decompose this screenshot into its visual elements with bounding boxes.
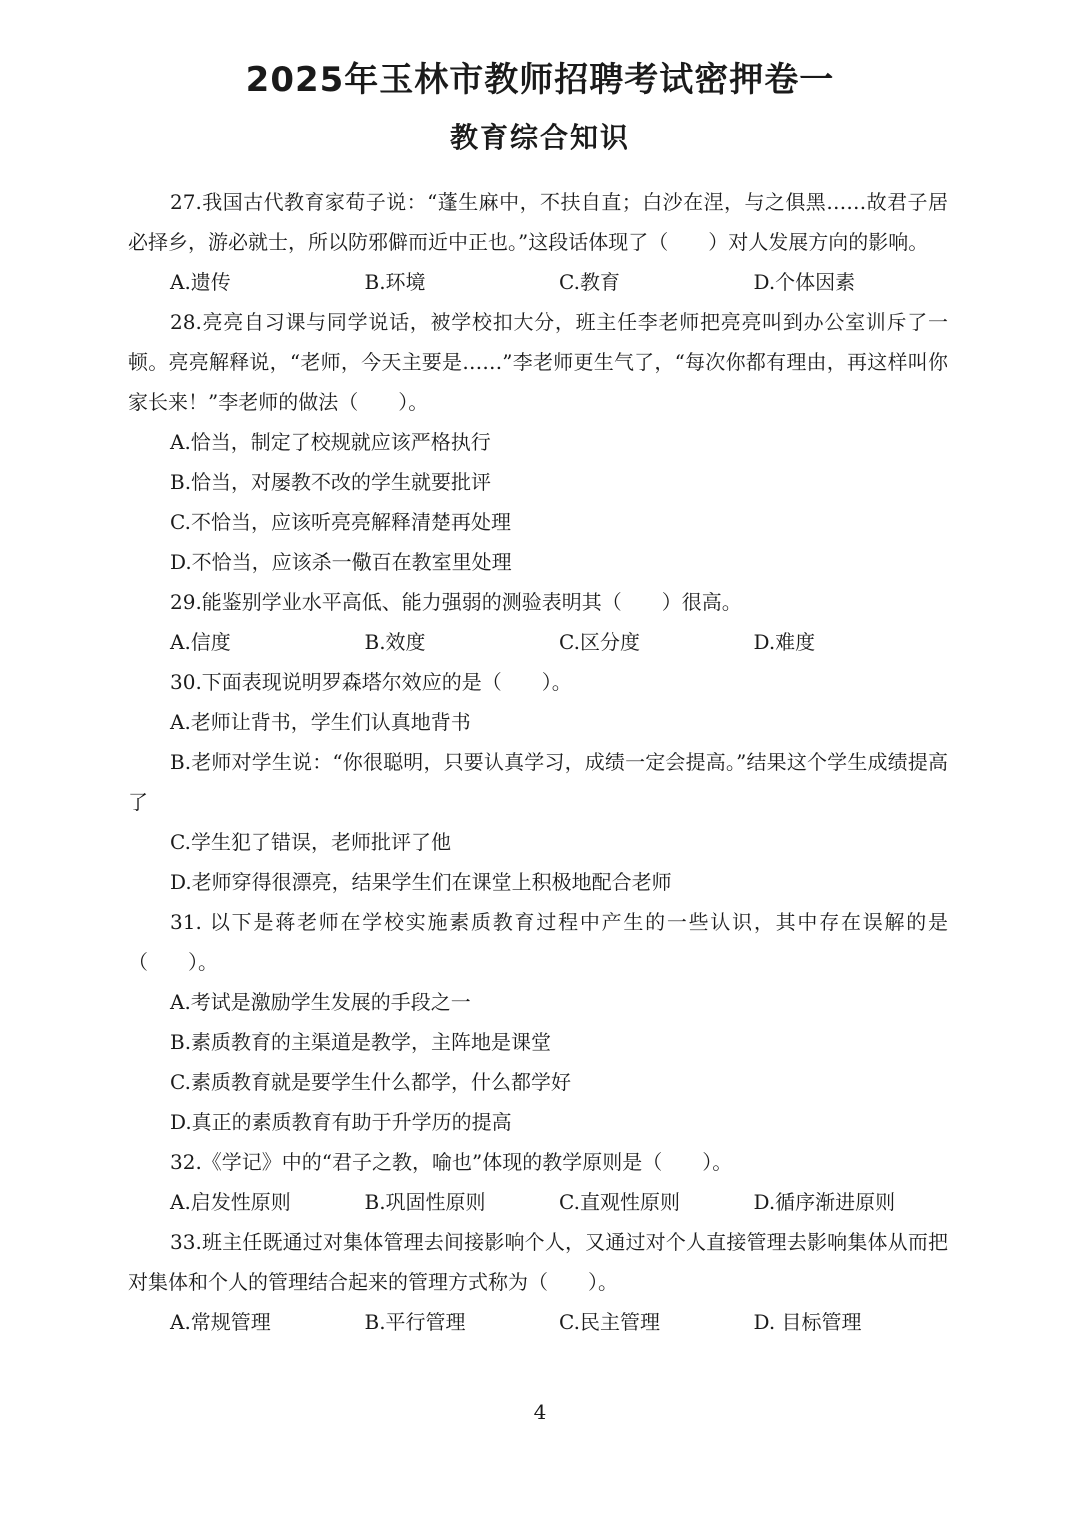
option-a: A.遗传 bbox=[170, 270, 231, 294]
option-b: B.恰当，对屡教不改的学生就要批评 bbox=[170, 470, 492, 494]
option-row bbox=[128, 1182, 948, 1222]
question-stem: 27.我国古代教育家荀子说：“蓬生麻中，不扶自直；白沙在涅，与之俱黑……故君子居必择乡，游必就士，所以防邪僻而近中正也。”这段话体现了（ ）对人发展方向的影响。 bbox=[128, 190, 948, 254]
page-number: 4 bbox=[533, 1400, 547, 1424]
option-d: D.循序渐进原则 bbox=[753, 1190, 896, 1214]
option-a: A.常规管理 bbox=[170, 1310, 271, 1334]
option-b: B.巩固性原则 bbox=[364, 1190, 486, 1214]
option-d: D.不恰当，应该杀一儆百在教室里处理 bbox=[170, 550, 512, 574]
question-stem: 28.亮亮自习课与同学说话，被学校扣大分，班主任李老师把亮亮叫到办公室训斥了一顿。亮亮解释说，“老师，今天主要是……”李老师更生气了，“每次你都有理由，再这样叫你家长来！”李老师的做法（ ）。 bbox=[128, 310, 948, 414]
question-list bbox=[128, 182, 948, 1342]
option-a: A.老师让背书，学生们认真地背书 bbox=[170, 710, 471, 734]
option-d: D.个体因素 bbox=[753, 270, 856, 294]
question-29 bbox=[128, 582, 948, 662]
option-d: D. 目标管理 bbox=[753, 1310, 862, 1334]
option-b: B.效度 bbox=[364, 630, 426, 654]
question-28 bbox=[128, 302, 948, 582]
option-a: A.考试是激励学生发展的手段之一 bbox=[170, 990, 471, 1014]
question-stem: 29.能鉴别学业水平高低、能力强弱的测验表明其（ ）很高。 bbox=[170, 590, 742, 614]
option-c: C.素质教育就是要学生什么都学，什么都学好 bbox=[170, 1070, 571, 1094]
option-a: A.恰当，制定了校规就应该严格执行 bbox=[170, 430, 491, 454]
question-30 bbox=[128, 662, 948, 902]
question-33 bbox=[128, 1222, 948, 1342]
option-c: C.教育 bbox=[559, 270, 620, 294]
option-d: D.真正的素质教育有助于升学历的提高 bbox=[170, 1110, 512, 1134]
option-c: C.民主管理 bbox=[559, 1310, 660, 1334]
option-b: B.平行管理 bbox=[364, 1310, 466, 1334]
question-31 bbox=[128, 902, 948, 1142]
option-c: C.不恰当，应该听亮亮解释清楚再处理 bbox=[170, 510, 511, 534]
option-list bbox=[128, 422, 948, 582]
option-row bbox=[128, 262, 948, 302]
page-title: 2025年玉林市教师招聘考试密押卷一 bbox=[245, 60, 835, 100]
option-a: A.启发性原则 bbox=[170, 1190, 291, 1214]
option-c: C.区分度 bbox=[559, 630, 640, 654]
option-b: B.环境 bbox=[364, 270, 426, 294]
option-b: B.老师对学生说：“你很聪明，只要认真学习，成绩一定会提高。”结果这个学生成绩提高了 bbox=[128, 750, 948, 814]
option-d: D.老师穿得很漂亮，结果学生们在课堂上积极地配合老师 bbox=[170, 870, 672, 894]
option-row bbox=[128, 1302, 948, 1342]
option-list bbox=[128, 982, 948, 1142]
question-stem: 30.下面表现说明罗森塔尔效应的是（ ）。 bbox=[170, 670, 572, 694]
option-b: B.素质教育的主渠道是教学，主阵地是课堂 bbox=[170, 1030, 552, 1054]
option-d: D.难度 bbox=[753, 630, 816, 654]
option-c: C.直观性原则 bbox=[559, 1190, 680, 1214]
page-subtitle: 教育综合知识 bbox=[449, 121, 630, 154]
question-27 bbox=[128, 182, 948, 302]
question-stem: 32.《学记》中的“君子之教，喻也”体现的教学原则是（ ）。 bbox=[170, 1150, 733, 1174]
question-32 bbox=[128, 1142, 948, 1222]
option-list bbox=[128, 702, 948, 902]
option-row bbox=[128, 622, 948, 662]
question-stem: 33.班主任既通过对集体管理去间接影响个人，又通过对个人直接管理去影响集体从而把对集体和个人的管理结合起来的管理方式称为（ ）。 bbox=[128, 1230, 948, 1294]
option-c: C.学生犯了错误，老师批评了他 bbox=[170, 830, 451, 854]
question-stem: 31. 以下是蒋老师在学校实施素质教育过程中产生的一些认识，其中存在误解的是（ ）。 bbox=[128, 910, 948, 974]
option-a: A.信度 bbox=[170, 630, 231, 654]
